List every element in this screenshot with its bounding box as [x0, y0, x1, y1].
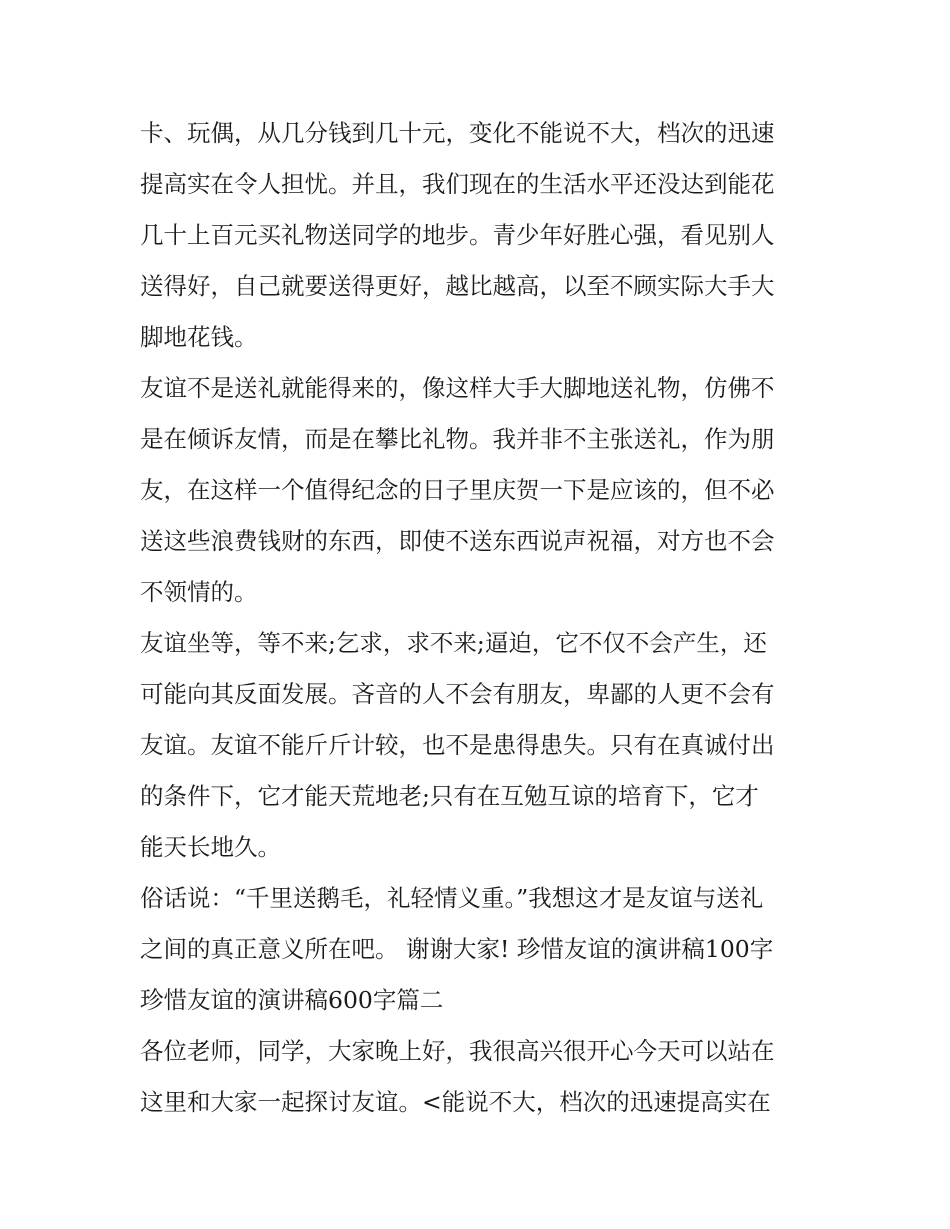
text-line: 各位老师，同学，大家晚上好，我很高兴很开心今天可以站在 [140, 1037, 775, 1065]
text-line: 能天长地久。 [140, 833, 281, 861]
text-line: 友，在这样一个值得纪念的日子里庆贺一下是应该的，但不必 [140, 476, 775, 504]
text-line: 这里和大家一起探讨友谊。<能说不大，档次的迅速提高实在 [140, 1088, 771, 1116]
text-line: 的条件下，它才能天荒地老;只有在互勉互谅的培育下，它才 [140, 782, 759, 810]
text-line: 之间的真正意义所在吧。 谢谢大家! 珍惜友谊的演讲稿100字 [140, 935, 774, 963]
text-line: 可能向其反面发展。吝音的人不会有朋友，卑鄙的人更不会有 [140, 680, 775, 708]
text-line: 友谊不是送礼就能得来的，像这样大手大脚地送礼物，仿佛不 [140, 374, 775, 402]
text-line: 不领情的。 [140, 578, 258, 606]
text-line: 友谊。友谊不能斤斤计较，也不是患得患失。只有在真诚付出 [140, 731, 775, 759]
text-line: 友谊坐等，等不来;乞求，求不来;逼迫，它不仅不会产生，还 [140, 629, 767, 657]
text-line: 脚地花钱。 [140, 323, 258, 351]
text-line: 提高实在令人担忧。并且，我们现在的生活水平还没达到能花 [140, 170, 775, 198]
text-line: 送得好，自己就要送得更好，越比越高，以至不顾实际大手大 [140, 272, 775, 300]
document-body [140, 108, 820, 1128]
text-line: 卡、玩偶，从几分钱到几十元，变化不能说不大，档次的迅速 [140, 119, 775, 147]
text-line: 俗话说：“千里送鹅毛，礼轻情义重。”我想这才是友谊与送礼 [140, 884, 764, 912]
text-line: 珍惜友谊的演讲稿600字篇二 [140, 986, 444, 1014]
text-line: 几十上百元买礼物送同学的地步。青少年好胜心强，看见别人 [140, 221, 775, 249]
text-line: 是在倾诉友情，而是在攀比礼物。我并非不主张送礼，作为朋 [140, 425, 775, 453]
text-line: 送这些浪费钱财的东西，即使不送东西说声祝福，对方也不会 [140, 527, 775, 555]
